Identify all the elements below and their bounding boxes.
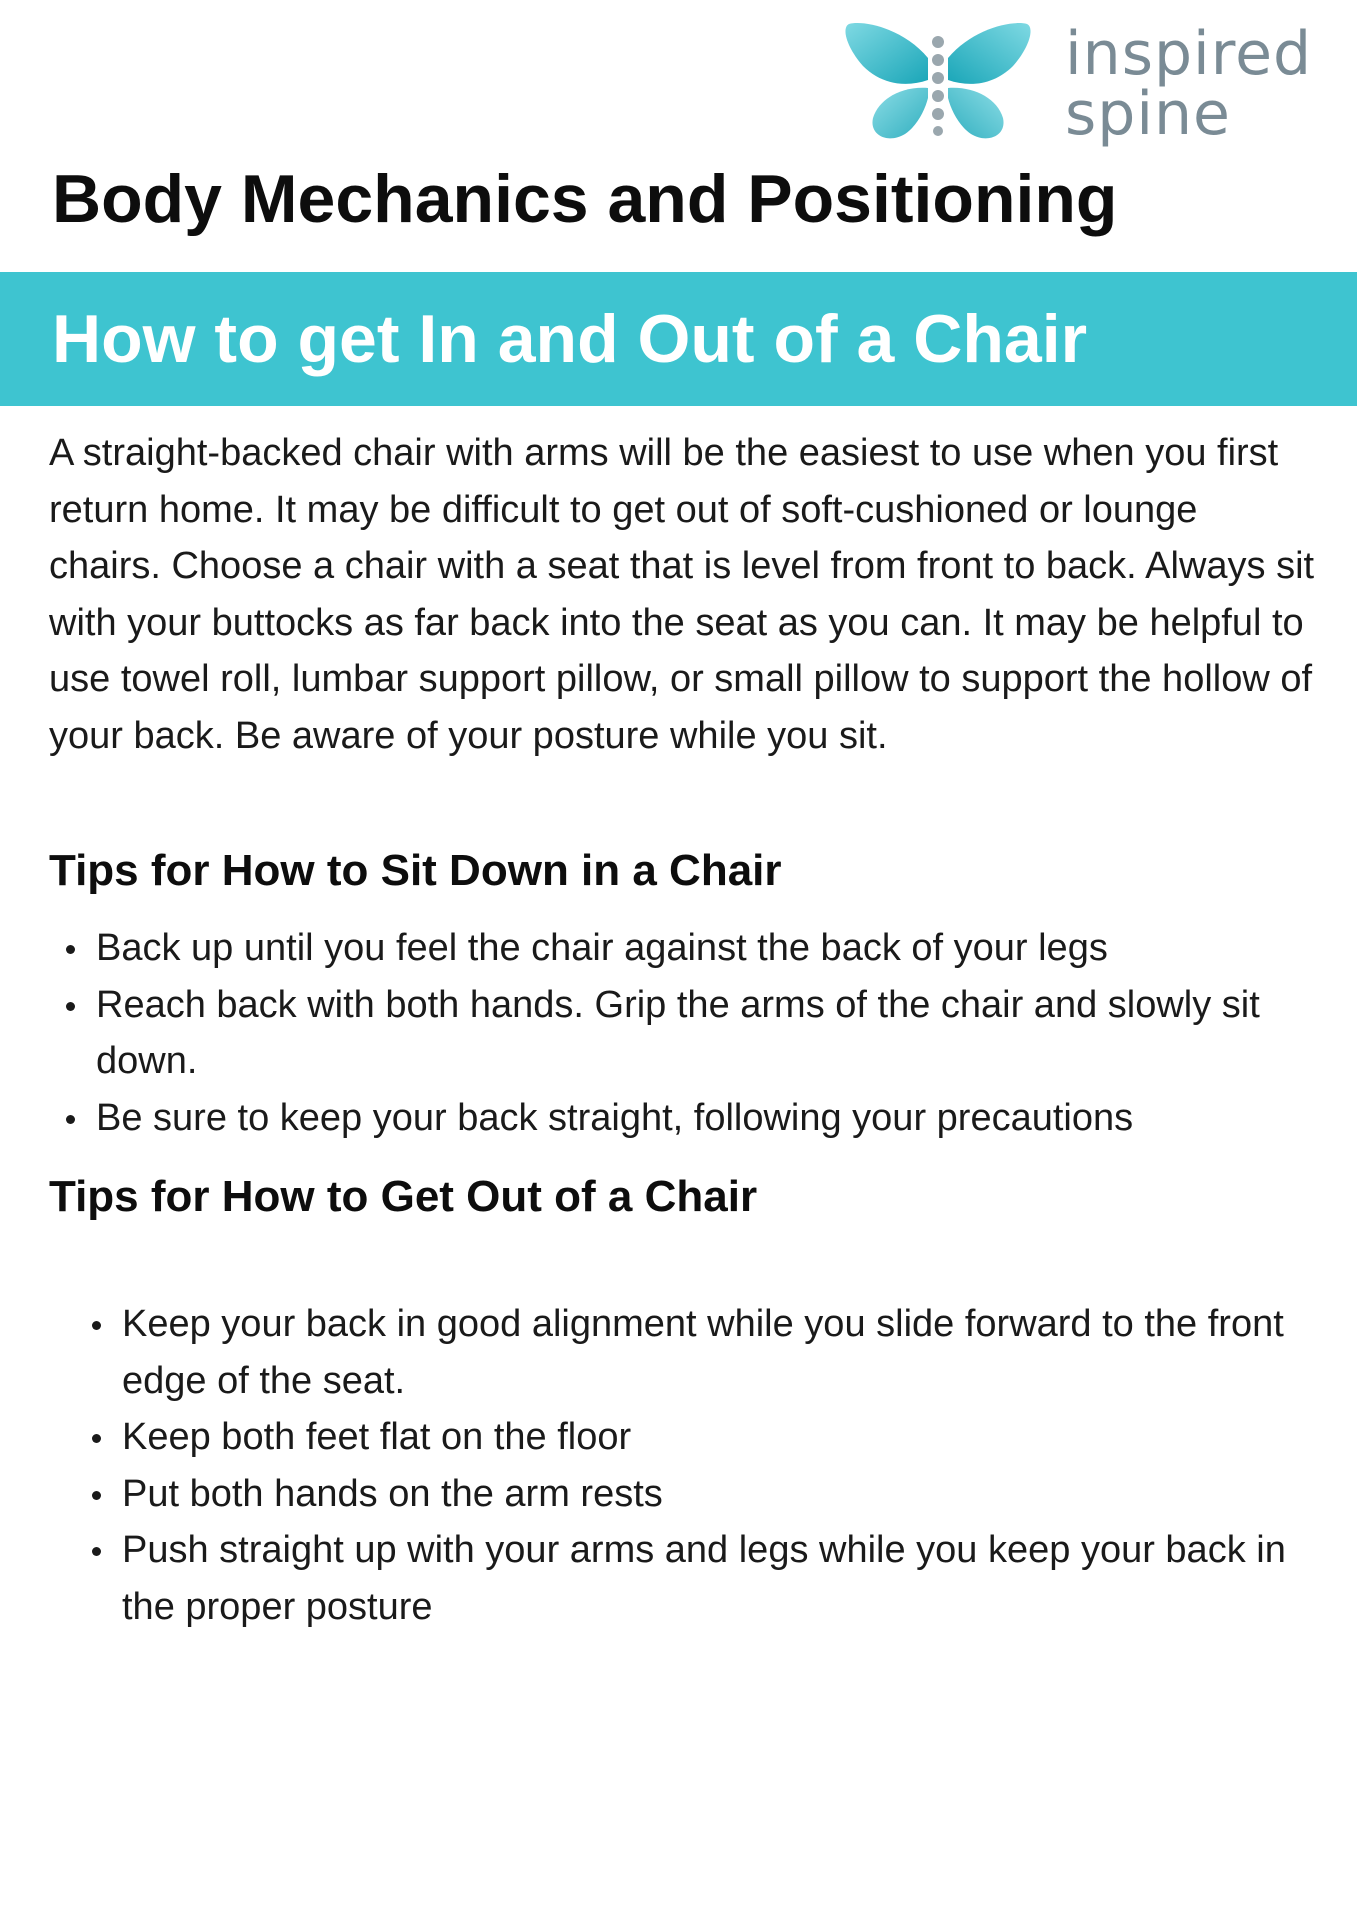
get-out-list	[122, 1296, 1322, 1635]
list-item: Back up until you feel the chair against the back of your legs	[96, 920, 1326, 977]
list-item: Keep both feet flat on the floor	[122, 1409, 1322, 1466]
butterfly-spine-logo-icon	[843, 18, 1033, 148]
banner-title: How to get In and Out of a Chair	[52, 301, 1088, 377]
intro-paragraph: A straight-backed chair with arms will be the easiest to use when you first return home. It may be difficult to get out of soft-cushioned or lounge chairs. Choose a chair with a seat that is level from front to back. Always sit with your buttocks as far back into the seat as you can. It may be helpful to use towel roll, lumbar support pillow, or small pillow to support the hollow of your back. Be aware of your posture while you sit.	[49, 432, 1315, 757]
list-item: Keep your back in good alignment while you slide forward to the front edge of the seat.	[122, 1296, 1322, 1409]
page-title: Body Mechanics and Positioning	[52, 161, 1118, 237]
logo-line-2: spine	[1065, 79, 1231, 149]
section-banner	[0, 272, 1357, 406]
list-item: Reach back with both hands. Grip the arms of the chair and slowly sit down.	[96, 977, 1326, 1090]
list-item: Be sure to keep your back straight, following your precautions	[96, 1090, 1326, 1147]
get-out-heading: Tips for How to Get Out of a Chair	[49, 1172, 758, 1221]
list-item: Push straight up with your arms and legs while you keep your back in the proper posture	[122, 1522, 1322, 1635]
logo-wordmark	[1065, 19, 1313, 149]
logo	[843, 18, 1323, 148]
sit-down-list	[96, 920, 1326, 1146]
logo-line-1: inspired	[1065, 19, 1313, 89]
list-item: Put both hands on the arm rests	[122, 1466, 1322, 1523]
sit-down-heading: Tips for How to Sit Down in a Chair	[49, 846, 782, 895]
